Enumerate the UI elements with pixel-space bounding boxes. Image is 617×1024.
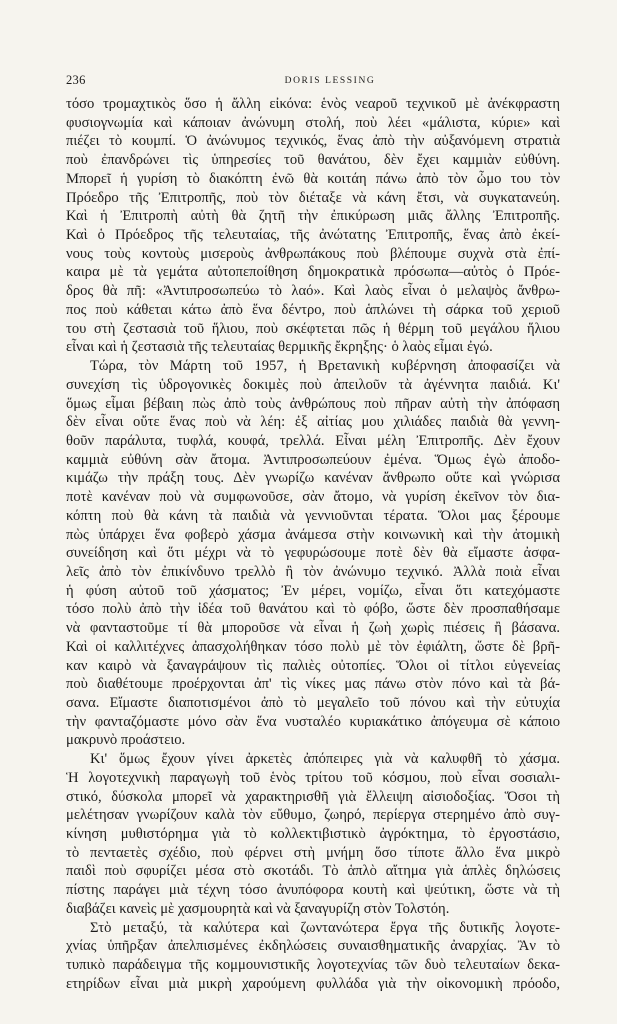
- text-line: διαβάζει κανεὶς μὲ χασμουρητὰ καὶ νὰ ξαναγυρίζη στὸν Τολστόη.: [66, 900, 450, 917]
- text-line: φυσιογνωμία καὶ κάποιαν ἀνώνυμη στολή, ποὺ λέει «μάλιστα, κύριε» καὶ: [66, 114, 560, 131]
- text-line: κίνηση μυθιστόρημα γιὰ τὸ κολλεκτιβιστικὸ ἀγρόκτημα, τὸ ἐργοστάσιο,: [66, 826, 560, 843]
- text-line: Κι' ὅμως ἔχουν γίνει ἀρκετὲς ἀπόπειρες γιὰ νὰ καλυφθῆ τὸ χάσμα.: [90, 751, 560, 768]
- text-line: καν καιρὸ νὰ ξαναγράψουν τὶς παλιὲς οὐτοπίες. Ὅλοι οἱ τίτλοι εὐγενείας: [66, 657, 560, 674]
- paragraph: [66, 95, 560, 357]
- text-line: Καὶ ὁ Πρόεδρος τῆς τελευταίας, τῆς ἀνώτατης Ἐπιτροπῆς, ἕνας ἀπὸ ἐκεί-: [66, 227, 560, 244]
- text-line: εἶναι καὶ ἡ ζεστασιὰ τῆς τελευταίας θερμικῆς ἔκρηξης· ὁ λαὸς εἶμαι ἐγώ.: [66, 339, 493, 356]
- text-line: τυπικὸ παράδειγμα τῆς κομμουνιστικῆς λογοτεχνίας τῶν δυὸ τελευταίων δεκα-: [66, 957, 560, 974]
- text-line: θοῦν παράλυτα, τυφλά, κουφά, τρελλά. Εἶναι μέλη Ἐπιτροπῆς. Δὲν ἔχουν: [66, 432, 560, 449]
- text-line: Καὶ ἡ Ἐπιτροπὴ αὐτὴ θὰ ζητῆ τὴν ἐπικύρωση μιᾶς ἄλλης Ἐπιτροπῆς.: [66, 208, 560, 225]
- text-line: ποὺ διαθέτουμε προέρχονται ἀπ' τὶς νίκες μας πάνω στὸν πόνο καὶ τὰ βά-: [66, 676, 560, 693]
- text-line: ποὺ ἐπανδρώνει τὶς ὑπηρεσίες τοῦ θανάτου, δὲν ἔχει καμμιὰν εὐθύνη.: [66, 152, 560, 169]
- text-line: καιρα μὲ τὰ γεμάτα αὐτοπεποίθηση δημοκρατικὰ πρόσωπα—αὐτὸς ὁ Πρόε-: [66, 264, 560, 281]
- paragraph: [66, 750, 560, 918]
- text-line: πιέζει τὸ κουμπί. Ὁ ἀνώνυμος τεχνικός, ἕνας ἀπὸ τὴν αὐξανόμενη στρατιὰ: [66, 133, 560, 150]
- text-line: τὴν φανταζόμαστε μόνο σὰν ἕνα νυσταλέο κυριακάτικο ἀπόγευμα σὲ κάποιο: [66, 713, 560, 730]
- page-number: 236: [66, 73, 86, 87]
- text-line: του στὴ ζεστασιὰ τοῦ ἥλιου, ποὺ σκέφτεται πῶς ἡ θέρμη τοῦ μεγάλου ἥλιου: [66, 320, 560, 337]
- text-line: πίστης παράγει μιὰ τέχνη τόσο ἀνυπόφορα κουτὴ καὶ ψεύτικη, ὥστε νὰ τὴ: [66, 882, 560, 899]
- paragraph: [66, 919, 560, 994]
- body-text: [66, 95, 560, 994]
- text-line: στικό, δύσκολα μπορεῖ νὰ χαρακτηρισθῆ γιὰ ἔλλειψη αἰσιοδοξίας. Ὅσοι τὴ: [66, 788, 560, 805]
- text-line: Πρόεδρο τῆς Ἐπιτροπῆς, ποὺ τὸν διέταξε νὰ κάνη ἔτσι, νὰ συγκατανεύη.: [66, 189, 560, 206]
- text-line: ἡ φύση αὐτοῦ τοῦ χάσματος; Ἐν μέρει, νομίζω, εἶναι ὅτι κατεχόμαστε: [66, 582, 560, 599]
- text-line: Μπορεῖ ἡ γυρίση τὸ διακόπτη ἐνῶ θὰ κοιτάη πάνω ἀπὸ τὸν ὦμο του τὸν: [66, 170, 560, 187]
- text-line: συνεχίση τὶς ὑδρογονικὲς δοκιμὲς ποὺ ἀπειλοῦν τὰ ἀγέννητα παιδιά. Κι': [66, 376, 560, 393]
- text-line: συνείδηση καὶ ὅτι μέχρι νὰ τὸ γεφυρώσουμε ποτὲ δὲν θὰ εἴμαστε ἀσφα-: [66, 545, 560, 562]
- text-line: χνίας ὑπῆρξαν ἀπελπισμένες ἐκδηλώσεις συναισθηματικῆς ἀναρχίας. Ἂν τὸ: [66, 938, 560, 955]
- text-line: ὅμως εἶμαι βέβαιη πὼς ἀπὸ τοὺς ἀνθρώπους ποὺ πῆραν αὐτὴ τὴν ἀπόφαση: [66, 395, 560, 412]
- text-line: νὰ φανταστοῦμε τί θὰ μποροῦσε νὰ εἶναι ἡ ζωὴ χωρὶς πιέσεις ἢ βάσανα.: [66, 620, 560, 637]
- text-line: καμμιὰ εὐθύνη σὰν ἄτομα. Ἀντιπροσωπεύουν ἐμένα. Ὅμως ἐγὼ ἀποδο-: [66, 451, 560, 468]
- text-line: Ἡ λογοτεχνικὴ παραγωγὴ τοῦ ἑνὸς τρίτου τοῦ κόσμου, ποὺ εἶναι σοσιαλι-: [66, 769, 560, 786]
- text-line: παιδὶ ποὺ σφυρίζει μέσα στὸ σκοτάδι. Τὸ ἁπλὸ αἴτημα γιὰ ἁπλὲς δηλώσεις: [66, 863, 560, 880]
- text-line: ποτὲ κανέναν ποὺ νὰ συμφωνοῦσε, σὰν ἄτομο, νὰ γυρίση ἐκεῖνον τὸν δια-: [66, 489, 560, 506]
- text-line: τόσο πολὺ ἀπὸ τὴν ἰδέα τοῦ θανάτου καὶ τὸ φόβο, ὥστε δὲν προσπαθήσαμε: [66, 601, 560, 618]
- text-line: λεῖς ἀπὸ τὸν ἐπικίνδυνο τρελλὸ ἢ τὸν ἀνώνυμο τεχνικό. Ἀλλὰ ποιὰ εἶναι: [66, 563, 560, 580]
- text-line: μακρυνὸ προάστειο.: [66, 732, 186, 749]
- running-title: DORIS LESSING: [284, 76, 376, 86]
- text-line: τόσο τρομαχτικὸς ὅσο ἡ ἄλλη εἰκόνα: ἑνὸς νεαροῦ τεχνικοῦ μὲ ἀνέκφραστη: [66, 96, 560, 112]
- text-line: Στὸ μεταξύ, τὰ καλύτερα καὶ ζωντανώτερα ἔργα τῆς δυτικῆς λογοτε-: [90, 919, 560, 936]
- text-line: πος ποὺ κάθεται κάτω ἀπὸ ἕνα δέντρο, ποὺ ἁπλώνει τὴ σάρκα τοῦ χεριοῦ: [66, 301, 560, 318]
- text-line: ετηρίδων εἶναι μιὰ μικρὴ χαρούμενη φυλλάδα γιὰ τὴν οἰκονομικὴ πρόοδο,: [66, 975, 560, 992]
- text-line: κόπτη ποὺ θὰ κάνη τὰ παιδιὰ νὰ γεννιοῦνται τέρατα. Ὅλοι μας ξέρουμε: [66, 507, 560, 524]
- text-line: Τώρα, τὸν Μάρτη τοῦ 1957, ἡ Βρετανικὴ κυβέρνηση ἀποφασίζει νὰ: [90, 358, 560, 375]
- text-line: νους τοὺς κοντοὺς μισεροὺς ἀνθρωπάκους ποὺ βλέπουμε συχνὰ στὰ ἐπί-: [66, 245, 560, 262]
- paragraph: [66, 357, 560, 750]
- text-line: τὸ πενταετὲς σχέδιο, ποὺ φέρνει στὴ μνήμη ὅσο τίποτε ἄλλο ἕνα μικρὸ: [66, 844, 560, 861]
- text-line: Καὶ οἱ καλλιτέχνες ἀπασχολήθηκαν τόσο πολὺ μὲ τὸν ἐφιάλτη, ὥστε δὲ βρῆ-: [66, 638, 560, 655]
- text-line: δὲν εἶναι οὔτε ἕνας ποὺ νὰ λέη: ἐξ αἰτίας μου χιλιάδες παιδιὰ θὰ γεννη-: [66, 414, 560, 431]
- text-line: μελέτησαν γνωρίζουν καλὰ τὸν εὔθυμο, ζωηρό, περίεργα στερημένο ἀπὸ συγ-: [66, 807, 560, 824]
- text-line: σανα. Εἴμαστε διαποτισμένοι ἀπὸ τὸ μεγαλεῖο τοῦ πόνου καὶ τὴν εὐτυχία: [66, 695, 560, 711]
- text-line: πὼς ὑπάρχει ἕνα φοβερὸ χάσμα ἀνάμεσα στὴν κοινωνικὴ καὶ τὴν ἀτομικὴ: [66, 526, 560, 543]
- text-line: δρος θὰ πῆ: «Ἀντιπροσωπεύω τὸ λαό». Καὶ λαὸς εἶναι ὁ μελαψὸς ἄνθρω-: [66, 283, 560, 300]
- text-line: κιμάζω τὴν πράξη τους. Δὲν γνωρίζω κανέναν ἄνθρωπο οὔτε καὶ γνώρισα: [66, 470, 560, 487]
